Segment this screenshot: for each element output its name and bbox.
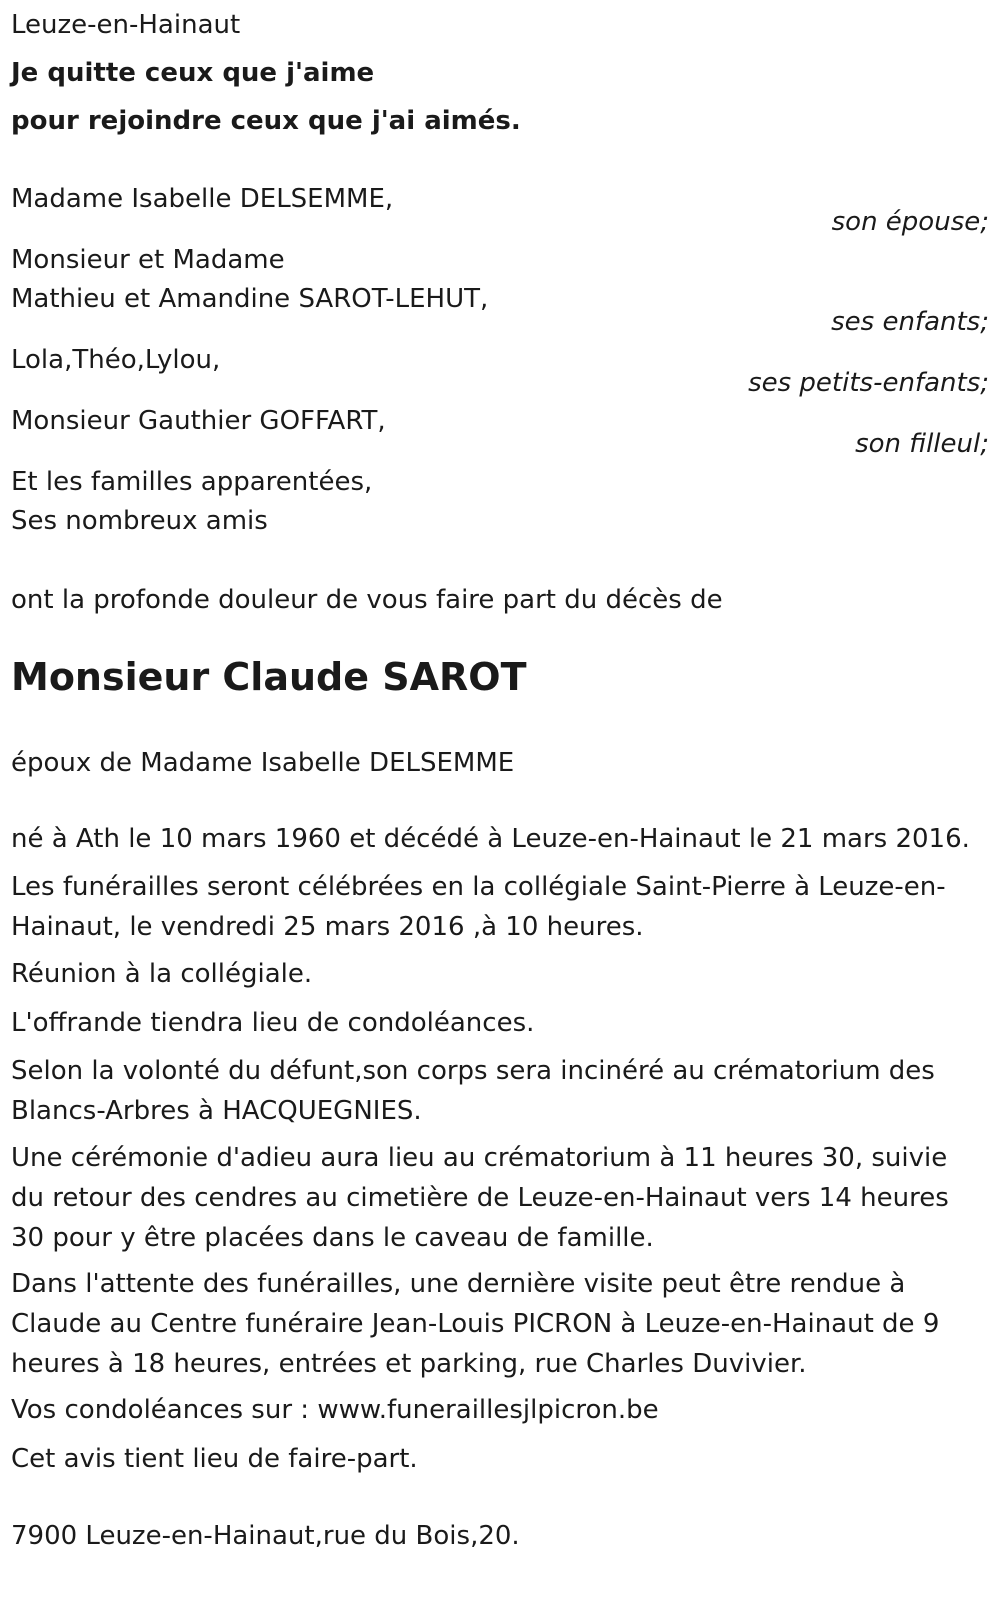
relation-grandchildren: ses petits-enfants; [748, 368, 989, 398]
family-member-godson: Monsieur Gauthier GOFFART, [11, 406, 386, 436]
announcement-text: ont la profonde douleur de vous faire part du décès de [11, 585, 723, 615]
relation-children: ses enfants; [831, 307, 989, 337]
quote-line-1: Je quitte ceux que j'aime [11, 58, 375, 88]
meeting-paragraph: Réunion à la collégiale. [11, 959, 313, 989]
funeral-paragraph: Les funérailles seront célébrées en la collégiale Saint-Pierre à Leuze-en-Hainaut, le vendredi 25 mars 2016 ,à 10 heures. [11, 872, 946, 942]
family-member-children-line-1: Monsieur et Madame [11, 245, 285, 275]
condolences-paragraph: Vos condoléances sur : www.funeraillesjlpicron.be [11, 1395, 659, 1425]
spouse-line: époux de Madame Isabelle DELSEMME [11, 748, 515, 778]
ceremony-paragraph: Une cérémonie d'adieu aura lieu au crématorium à 11 heures 30, suivie du retour des cendres au cimetière de Leuze-en-Hainaut vers 14 heures 30 pour y être placées dans le caveau de famille. [11, 1143, 949, 1253]
family-relatives-line-2: Ses nombreux amis [11, 506, 268, 536]
relation-godson: son filleul; [855, 429, 989, 459]
offering-paragraph: L'offrande tiendra lieu de condoléances. [11, 1008, 535, 1038]
visit-paragraph: Dans l'attente des funérailles, une dernière visite peut être rendue à Claude au Centre funéraire Jean-Louis PICRON à Leuze-en-Hainaut de 9 heures à 18 heures, entrées et parking, rue Charles Duvivier. [11, 1269, 940, 1379]
family-member-children-line-2: Mathieu et Amandine SAROT-LEHUT, [11, 284, 489, 314]
notice-paragraph: Cet avis tient lieu de faire-part. [11, 1444, 418, 1474]
family-member-grandchildren: Lola,Théo,Lylou, [11, 345, 221, 375]
address-line: 7900 Leuze-en-Hainaut,rue du Bois,20. [11, 1521, 520, 1551]
quote-line-2: pour rejoindre ceux que j'ai aimés. [11, 106, 521, 136]
relation-spouse: son épouse; [831, 207, 989, 237]
city-heading: Leuze-en-Hainaut [11, 10, 241, 40]
deceased-name: Monsieur Claude SAROT [11, 655, 527, 699]
birth-death-paragraph: né à Ath le 10 mars 1960 et décédé à Leuze-en-Hainaut le 21 mars 2016. [11, 824, 970, 854]
cremation-paragraph: Selon la volonté du défunt,son corps sera incinéré au crématorium des Blancs-Arbres à HACQUEGNIES. [11, 1056, 935, 1126]
family-relatives-line-1: Et les familles apparentées, [11, 467, 373, 497]
family-member-spouse: Madame Isabelle DELSEMME, [11, 184, 394, 214]
